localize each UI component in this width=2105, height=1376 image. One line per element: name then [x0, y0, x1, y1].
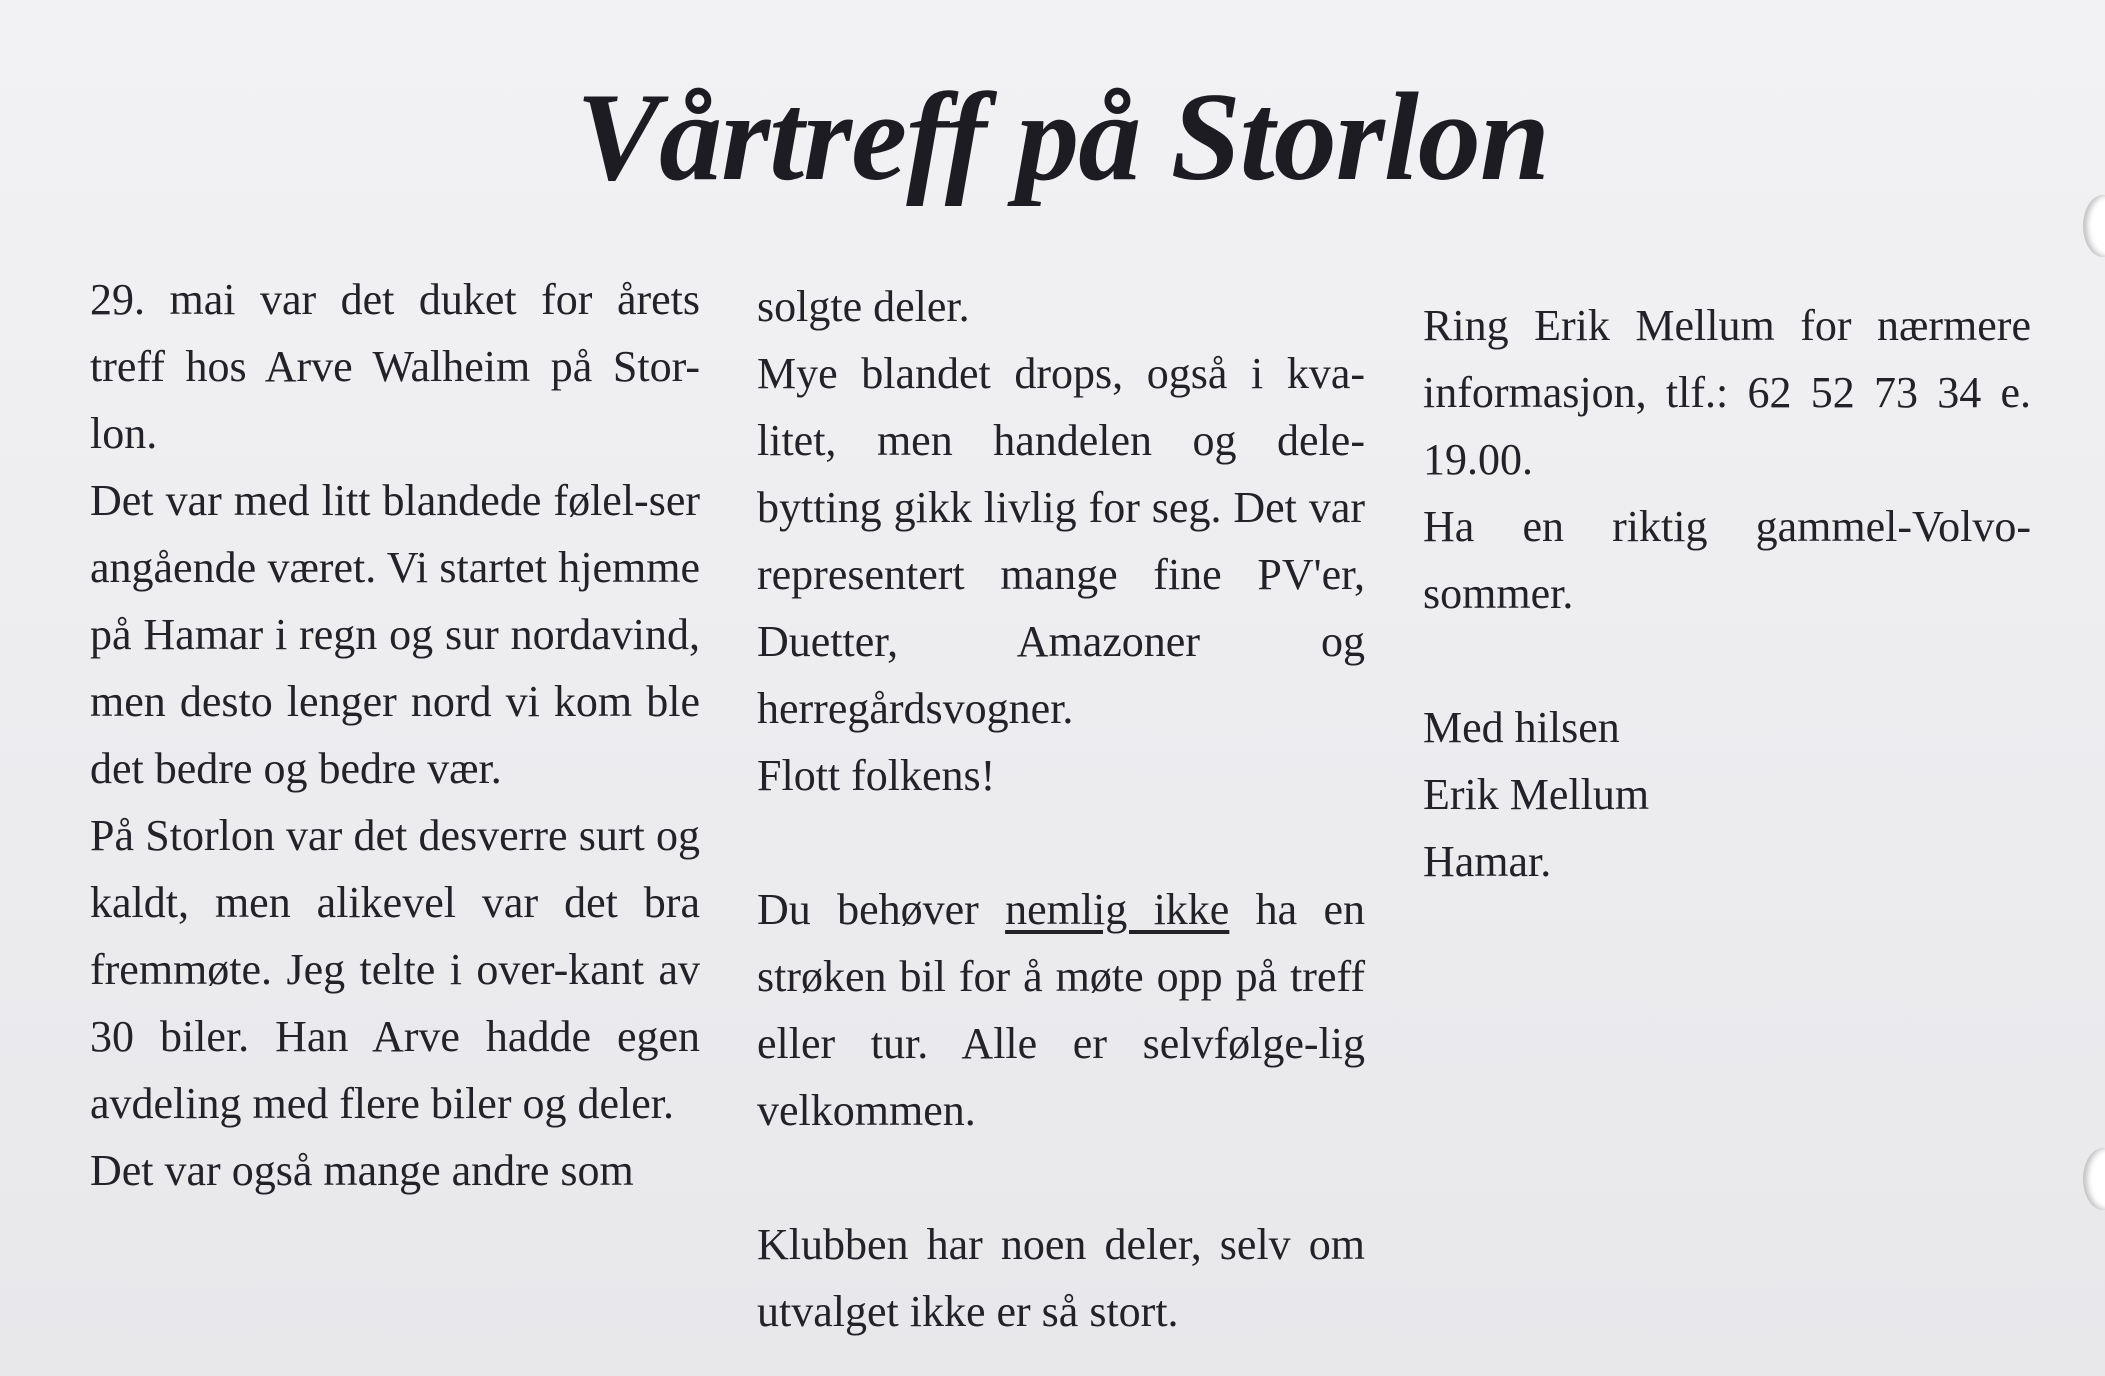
- paragraph: Flott folkens!: [757, 751, 996, 800]
- article-title: Vårtreff på Storlon: [576, 68, 1549, 207]
- text-run: ha en strøken bil for å møte opp på treff eller tur. Alle er selvfølge-lig velkommen.: [757, 885, 1365, 1135]
- paragraph: Det var også mange andre som: [90, 1146, 634, 1195]
- article-column-2: [757, 273, 1365, 1345]
- paragraph: På Storlon var det desverre surt og kaldt, men alikevel var det bra fremmøte. Jeg telte i over-kant av 30 biler. Han Arve hadde egen avdeling med flere biler og deler.: [90, 811, 700, 1128]
- punch-hole: [2083, 1148, 2105, 1210]
- paragraph: 29. mai var det duket for årets treff hos Arve Walheim på Stor-lon.: [90, 275, 700, 458]
- paragraph: Ha en riktig gammel-Volvo-sommer.: [1423, 502, 2031, 618]
- paragraph: [757, 876, 1365, 1144]
- paragraph: Klubben har noen deler, selv om utvalget ikke er så stort.: [757, 1220, 1365, 1336]
- signature-name: Erik Mellum: [1423, 770, 1650, 819]
- closing-line: Med hilsen: [1423, 703, 1620, 752]
- paragraph-spacer: [757, 809, 1365, 876]
- paragraph: Mye blandet drops, også i kva-litet, men handelen og dele-bytting gikk livlig for seg. Det var representert mange fine PV'er, Duetter, Amazoner og herregårdsvogner.: [757, 349, 1365, 733]
- article-column-1: [90, 266, 700, 1204]
- underlined-emphasis: nemlig ikke: [1005, 885, 1230, 934]
- paragraph: solgte deler.: [757, 282, 970, 331]
- text-run: Du behøver: [757, 885, 1006, 934]
- paragraph-spacer: [1423, 627, 2031, 694]
- paragraph-spacer: [757, 1144, 1365, 1211]
- article-column-3: [1423, 292, 2031, 895]
- paragraph: Ring Erik Mellum for nærmere informasjon, tlf.: 62 52 73 34 e. 19.00.: [1423, 301, 2031, 484]
- paragraph: Det var med litt blandede følel-ser angående været. Vi startet hjemme på Hamar i regn og sur nordavind, men desto lenger nord vi kom ble det bedre og bedre vær.: [90, 476, 700, 793]
- signature-place: Hamar.: [1423, 837, 1552, 886]
